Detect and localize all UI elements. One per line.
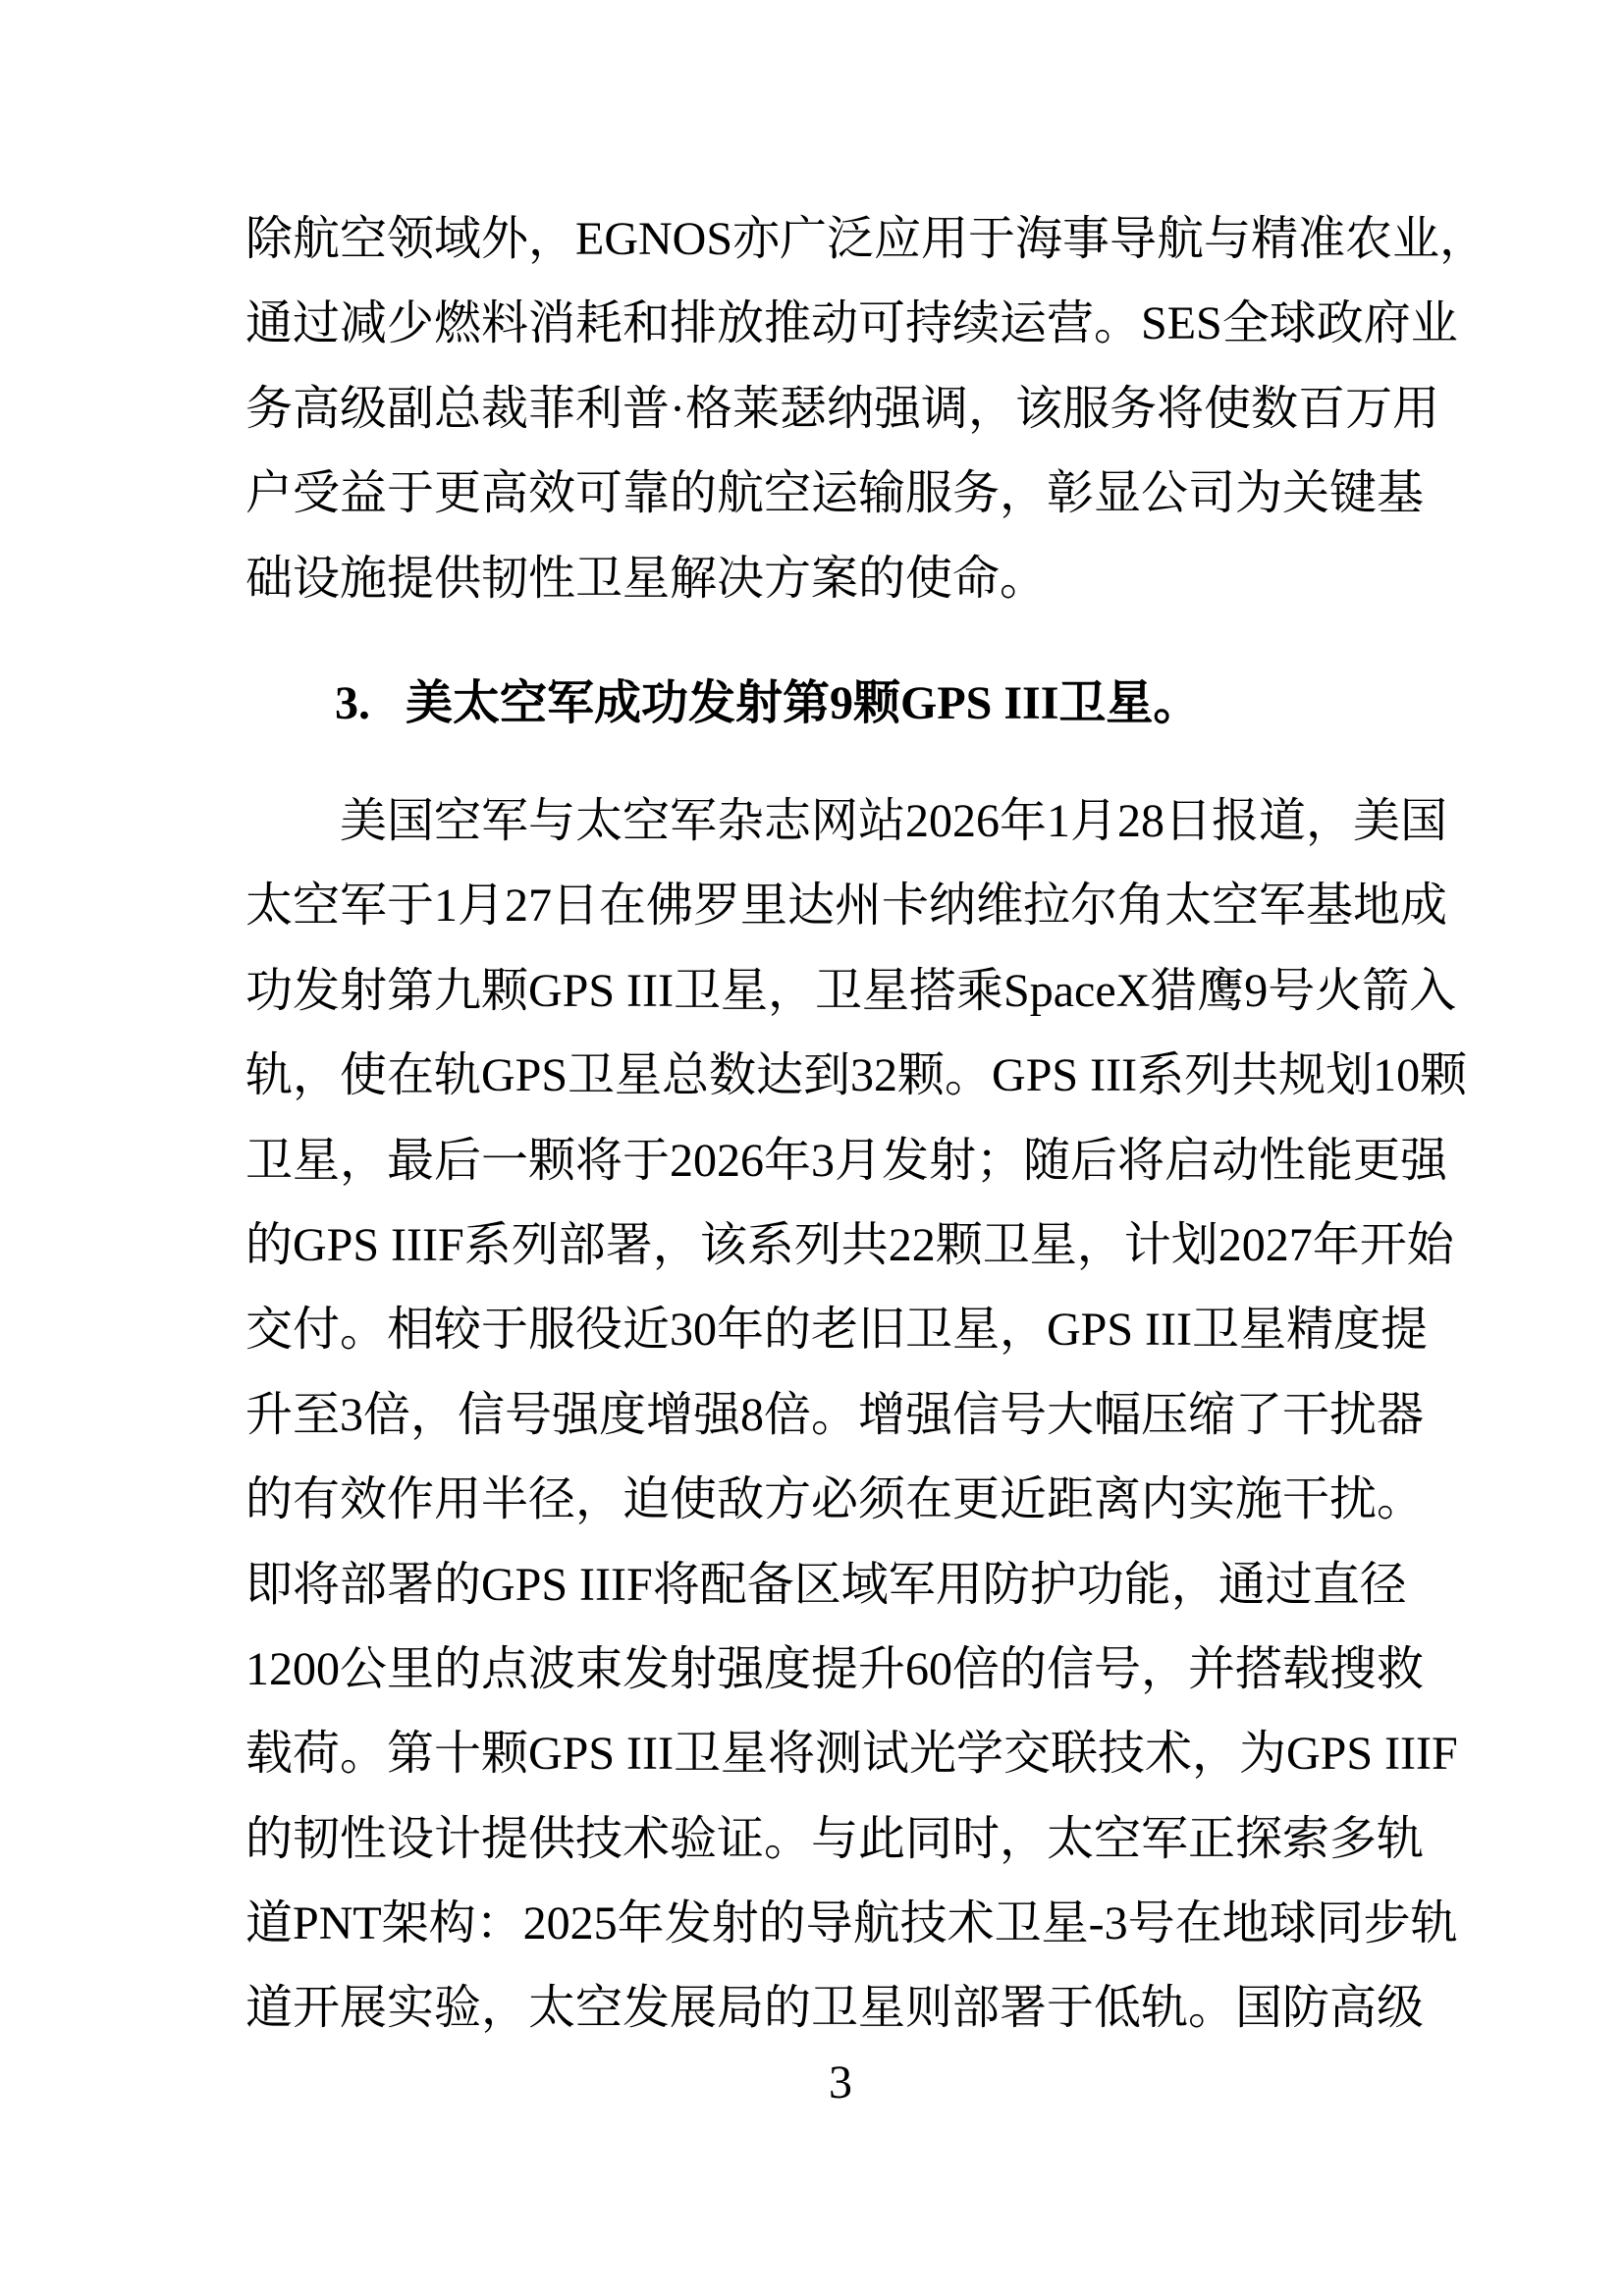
text-line: 的韧性设计提供技术验证。与此同时，太空军正探索多轨 <box>245 1812 1425 1865</box>
text-line: 卫星，最后一颗将于2026年3月发射；随后将启动性能更强 <box>245 1134 1448 1187</box>
text-line: 户受益于更高效可靠的航空运输服务，彰显公司为关键基 <box>245 467 1425 520</box>
text-line: 务高级副总裁菲利普·格莱瑟纳强调，该服务将使数百万用 <box>245 382 1439 435</box>
text-line: 础设施提供韧性卫星解决方案的使命。 <box>245 552 1048 605</box>
text-line: 道PNT架构：2025年发射的导航技术卫星-3号在地球同步轨 <box>245 1897 1458 1950</box>
text-line: 除航空领域外，EGNOS亦广泛应用于海事导航与精准农业， <box>245 213 1488 265</box>
text-line: 太空军于1月27日在佛罗里达州卡纳维拉尔角太空军基地成 <box>245 880 1448 933</box>
text-line: 升至3倍，信号强度增强8倍。增强信号大幅压缩了干扰器 <box>245 1388 1425 1441</box>
paragraph-egnos <box>245 197 1488 621</box>
page-number: 3 <box>829 2056 852 2109</box>
section-number: 3. <box>335 677 370 729</box>
section-heading <box>245 662 1375 746</box>
text-line: 即将部署的GPS IIIF将配备区域军用防护功能，通过直径 <box>245 1558 1407 1611</box>
text-line: 轨，使在轨GPS卫星总数达到32颗。GPS III系列共规划10颗 <box>245 1049 1468 1102</box>
text-line: 1200公里的点波束发射强度提升60倍的信号，并搭载搜救 <box>245 1642 1425 1695</box>
text-line: 功发射第九颗GPS III卫星，卫星搭乘SpaceX猎鹰9号火箭入 <box>245 964 1457 1017</box>
text-line: 交付。相较于服役近30年的老旧卫星，GPS III卫星精度提 <box>245 1304 1429 1357</box>
text-line: 道开展实验，太空发展局的卫星则部署于低轨。国防高级 <box>245 1982 1425 2035</box>
paragraph-gps-launch <box>245 779 1468 2052</box>
text-line: 的有效作用半径，迫使敌方必须在更近距离内实施干扰。 <box>245 1473 1425 1526</box>
text-line: 通过减少燃料消耗和排放推动可持续运营。SES全球政府业 <box>245 297 1458 350</box>
text-line: 美国空军与太空军杂志网站2026年1月28日报道，美国 <box>340 795 1448 847</box>
section-title: 美太空军成功发射第9颗GPS III卫星。 <box>406 677 1201 729</box>
text-line: 的GPS IIIF系列部署，该系列共22颗卫星，计划2027年开始 <box>245 1218 1454 1271</box>
text-line: 载荷。第十颗GPS III卫星将测试光学交联技术，为GPS IIIF <box>245 1728 1458 1781</box>
